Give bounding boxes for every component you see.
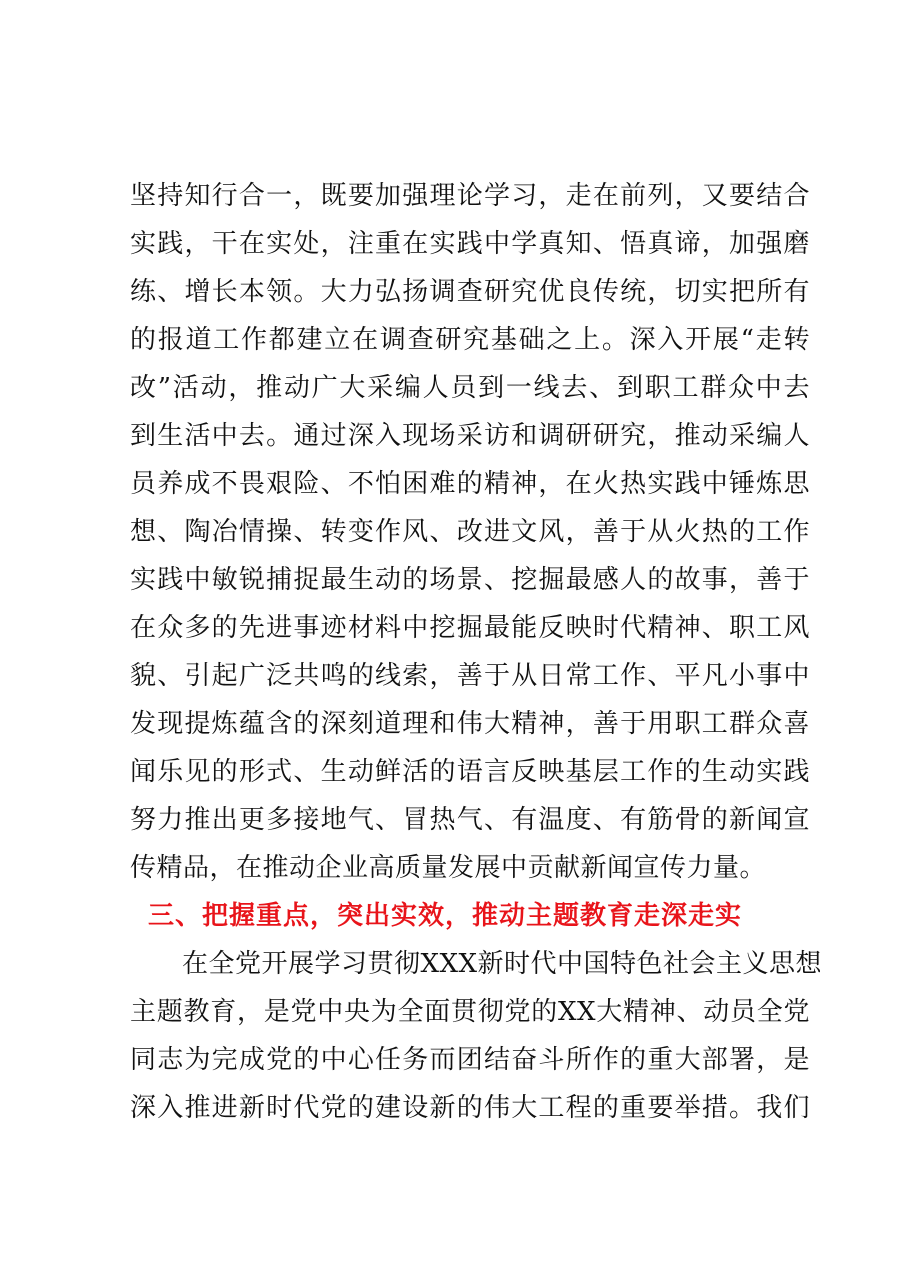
text-line: 主题教育，是党中央为全面贯彻党的XX大精神、动员全党 xyxy=(130,997,810,1027)
text-line: 到生活中去。通过深入现场采访和调研研究，推动采编人 xyxy=(130,421,810,451)
paragraph-1 xyxy=(130,172,810,892)
text-line: 在全党开展学习贯彻XXX新时代中国特色社会主义思想 xyxy=(182,949,823,979)
text-line: 员养成不畏艰险、不怕困难的精神，在火热实践中锤炼思 xyxy=(130,469,810,499)
text-line: 坚持知行合一，既要加强理论学习，走在前列，又要结合 xyxy=(130,181,810,211)
text-line: 发现提炼蕴含的深刻道理和伟大精神，善于用职工群众喜 xyxy=(130,709,810,739)
text-line: 闻乐见的形式、生动鲜活的语言反映基层工作的生动实践 xyxy=(130,757,810,787)
text-line: 想、陶冶情操、转变作风、改进文风，善于从火热的工作 xyxy=(130,517,810,547)
paragraph-2 xyxy=(130,940,823,1132)
text-line: 貌、引起广泛共鸣的线索，善于从日常工作、平凡小事中 xyxy=(130,661,810,691)
text-line: 深入推进新时代党的建设新的伟大工程的重要举措。我们 xyxy=(130,1093,810,1123)
text-line: 的报道工作都建立在调查研究基础之上。深入开展“走转 xyxy=(130,325,810,355)
text-line: 在众多的先进事迹材料中挖掘最能反映时代精神、职工风 xyxy=(130,613,810,643)
text-line: 努力推出更多接地气、冒热气、有温度、有筋骨的新闻宣 xyxy=(130,805,810,835)
section-heading: 三、把握重点，突出实效，推动主题教育走深走实 xyxy=(148,901,743,931)
text-line: 实践，干在实处，注重在实践中学真知、悟真谛，加强磨 xyxy=(130,229,810,259)
text-line: 练、增长本领。大力弘扬调查研究优良传统，切实把所有 xyxy=(130,277,810,307)
text-line: 实践中敏锐捕捉最生动的场景、挖掘最感人的故事，善于 xyxy=(130,565,810,595)
text-line: 传精品，在推动企业高质量发展中贡献新闻宣传力量。 xyxy=(130,853,767,883)
text-line: 同志为完成党的中心任务而团结奋斗所作的重大部署，是 xyxy=(130,1045,810,1075)
document-body xyxy=(130,172,823,1132)
text-line: 改”活动，推动广大采编人员到一线去、到职工群众中去 xyxy=(130,373,810,403)
